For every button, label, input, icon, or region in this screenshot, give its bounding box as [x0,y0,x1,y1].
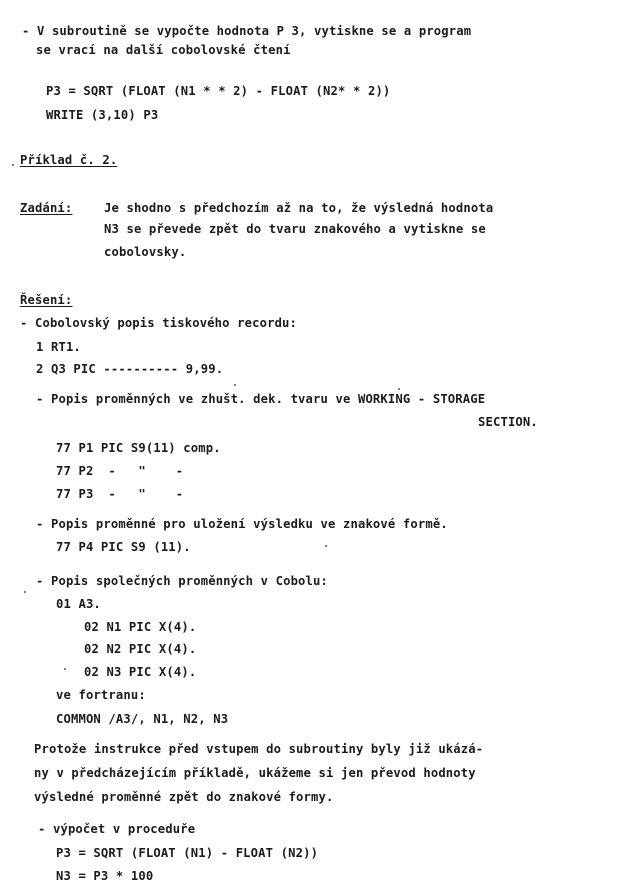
text-line: SECTION. [478,415,538,429]
scan-speck [234,384,236,386]
solution-label: Řešení: [20,293,73,307]
code-line: 77 P4 PIC S9 (11). [56,540,191,554]
assignment-label: Zadání: [20,201,73,215]
text-line: - Popis proměnné pro uložení výsledku ve znakové formě. [36,517,448,531]
text-line: ve fortranu: [56,688,146,702]
code-line: 1 RT1. [36,340,81,354]
text-line: - Popis společných proměnných v Cobolu: [36,574,329,588]
text-line: N3 se převede zpět do tvaru znakového a vytiskne se [104,222,486,236]
text-line: cobolovsky. [104,245,187,259]
code-line: 01 A3. [56,597,101,611]
text-line: se vrací na další cobolovské čtení [36,43,291,57]
text-line: ny v předcházejícím příkladě, ukážeme si jen převod hodnoty [34,766,476,780]
text-line: - Popis proměnných ve zhušt. dek. tvaru ve WORKING - STORAGE [36,392,486,406]
scan-speck [325,545,327,547]
text-line: výsledné proměnné zpět do znakové formy. [34,790,334,804]
code-line: 02 N1 PIC X(4). [84,620,197,634]
text-line: - V subroutině se vypočte hodnota P 3, vytiskne se a program [22,24,472,38]
code-line: COMMON /A3/, N1, N2, N3 [56,712,229,726]
code-line: 02 N2 PIC X(4). [84,642,197,656]
code-line: 02 N3 PIC X(4). [84,665,197,679]
code-line: 77 P3 - " - [56,487,184,501]
section-heading: Příklad č. 2. [20,153,118,167]
scan-speck [64,668,66,670]
code-line: P3 = SQRT (FLOAT (N1 * * 2) - FLOAT (N2* * 2)) [46,84,391,98]
text-line: - Cobolovský popis tiskového recordu: [20,316,298,330]
scan-speck [398,388,400,390]
text-line: Je shodno s předchozím až na to, že výsledná hodnota [104,201,494,215]
scan-speck [12,164,14,166]
text-line: Protože instrukce před vstupem do subroutiny byly již ukázá- [34,742,484,756]
text-line: - výpočet v proceduře [38,822,196,836]
code-line: 77 P2 - " - [56,464,184,478]
code-line: 2 Q3 PIC ---------- 9,99. [36,362,224,376]
code-line: P3 = SQRT (FLOAT (N1) - FLOAT (N2)) [56,846,319,860]
code-line: WRITE (3,10) P3 [46,108,159,122]
code-line: N3 = P3 * 100 [56,869,154,883]
code-line: 77 P1 PIC S9(11) comp. [56,441,221,455]
scan-speck [24,591,26,593]
